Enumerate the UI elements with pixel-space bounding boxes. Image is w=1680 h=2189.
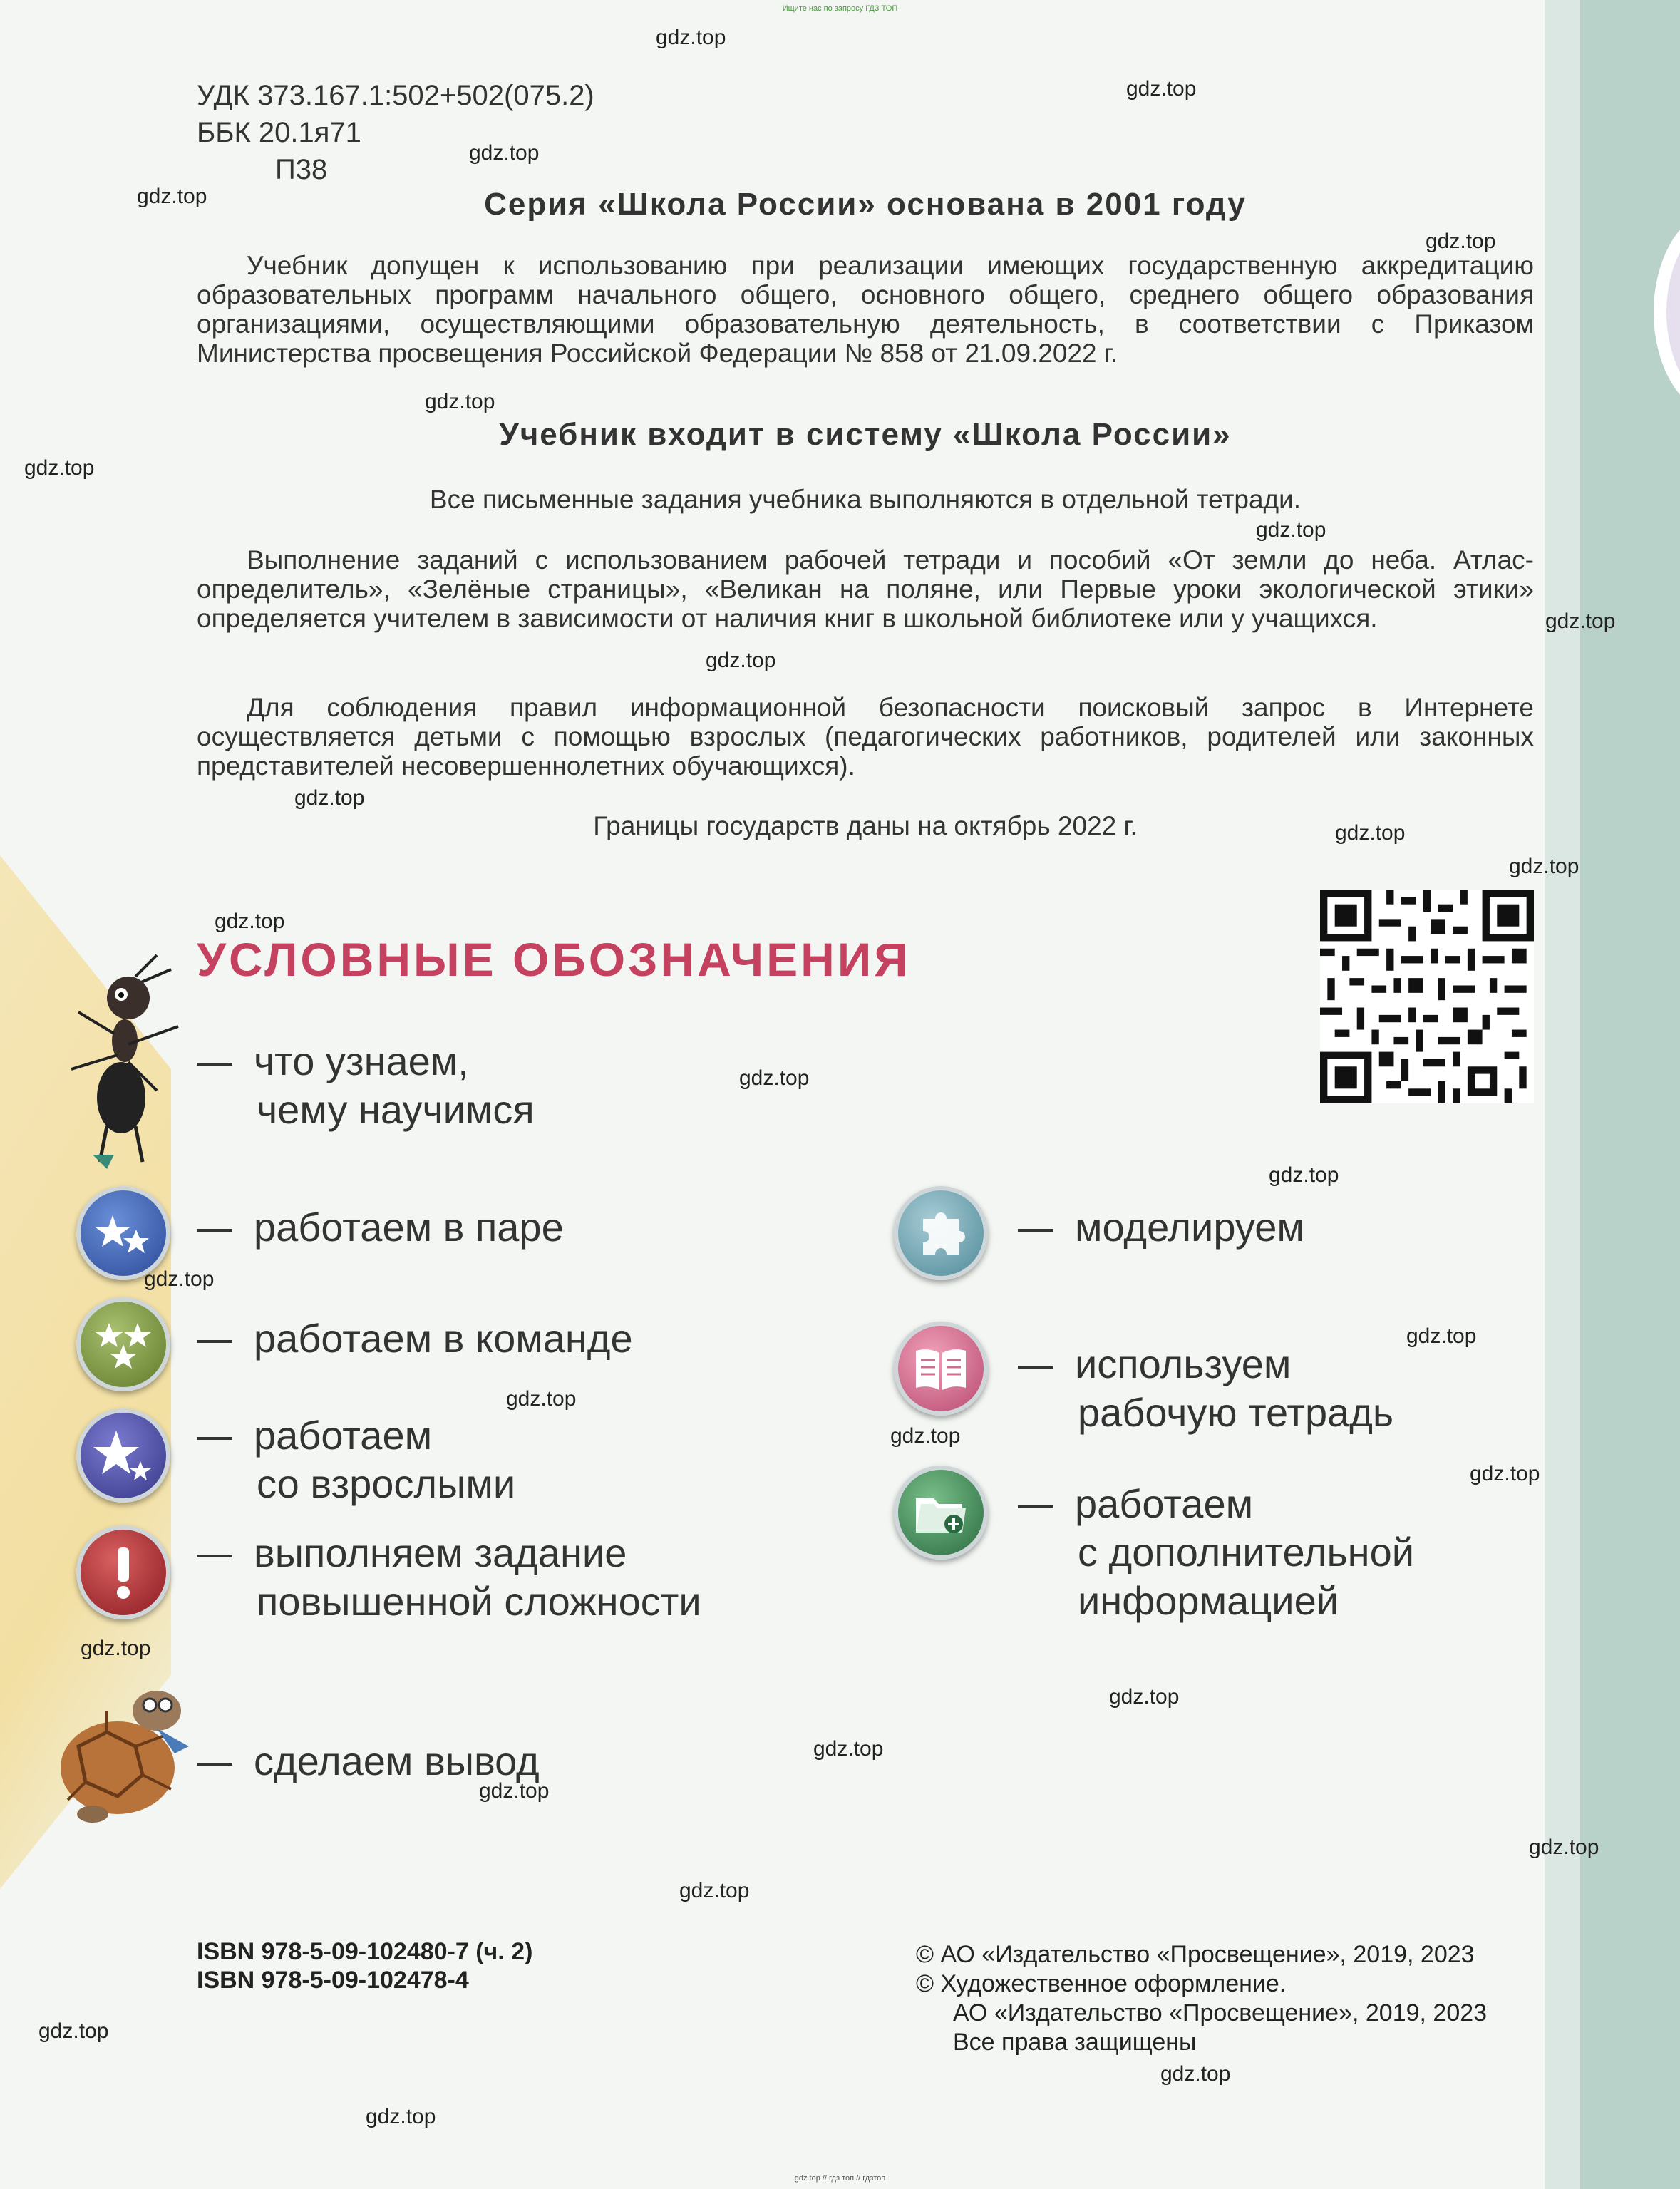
copyright-line: Все права защищены bbox=[953, 2029, 1197, 2056]
dash bbox=[197, 1340, 232, 1343]
watermark[interactable]: gdz.top bbox=[294, 786, 365, 810]
legend-adults-line2: со взрослыми bbox=[257, 1461, 516, 1506]
isbn-line: ISBN 978-5-09-102480-7 (ч. 2) bbox=[197, 1938, 533, 1965]
isbn-line: ISBN 978-5-09-102478-4 bbox=[197, 1967, 469, 1994]
legend-hard-line2: повышенной сложности bbox=[257, 1579, 701, 1624]
legend-workbook-line1: используем bbox=[1075, 1341, 1292, 1386]
dash bbox=[197, 1437, 232, 1440]
legend-hard bbox=[197, 1529, 701, 1626]
top-note: Ищите нас по запросу ГДЗ ТОП bbox=[782, 4, 898, 13]
copyright-line: © Художественное оформление. bbox=[916, 1970, 1287, 1997]
page-edge-light bbox=[1545, 0, 1580, 2189]
legend-extra bbox=[1018, 1480, 1414, 1625]
folder-plus-icon bbox=[894, 1466, 988, 1560]
udk-block bbox=[197, 77, 594, 188]
legend-adults-line1: работаем bbox=[254, 1413, 433, 1458]
watermark[interactable]: gdz.top bbox=[215, 910, 285, 933]
open-book-icon bbox=[894, 1322, 988, 1416]
dash bbox=[197, 1229, 232, 1232]
borders-text: Границы государств даны на октябрь 2022 г. bbox=[593, 811, 1138, 840]
watermark[interactable]: gdz.top bbox=[1509, 855, 1579, 878]
turtle-icon bbox=[50, 1668, 200, 1832]
legend-pair bbox=[197, 1203, 564, 1252]
legend-learn-line2: чему научимся bbox=[257, 1087, 535, 1132]
watermark[interactable]: gdz.top bbox=[137, 185, 207, 208]
series-line: Серия «Школа России» основана в 2001 году bbox=[484, 187, 1247, 222]
watermark[interactable]: gdz.top bbox=[813, 1737, 884, 1761]
legend-extra-line2: с дополнительной bbox=[1078, 1530, 1415, 1575]
watermark[interactable]: gdz.top bbox=[38, 2019, 109, 2043]
watermark[interactable]: gdz.top bbox=[1426, 230, 1496, 253]
udk-line: УДК 373.167.1:502+502(075.2) bbox=[197, 80, 594, 111]
exclamation-icon bbox=[76, 1525, 170, 1619]
legend-model bbox=[1018, 1203, 1304, 1252]
copyright-block bbox=[916, 1940, 1536, 2057]
legend-learn-line1: что узнаем, bbox=[254, 1039, 469, 1083]
legend-title: УСЛОВНЫЕ ОБОЗНАЧЕНИЯ bbox=[197, 933, 911, 986]
watermark[interactable]: gdz.top bbox=[1160, 2062, 1231, 2086]
watermark[interactable]: gdz.top bbox=[1406, 1324, 1477, 1348]
copyright-line: АО «Издательство «Просвещение», 2019, 2023 bbox=[953, 1999, 1488, 2026]
dash bbox=[1018, 1366, 1053, 1369]
ant-icon bbox=[50, 948, 185, 1176]
code-line: П38 bbox=[275, 154, 328, 185]
watermark[interactable]: gdz.top bbox=[469, 141, 540, 165]
workbook-text: Выполнение заданий с использованием рабочей тетради и пособий «От земли до неба. Атлас-определитель», «Зелёные страницы», «Великан на поляне, или Первые уроки экологической этики» определяется учителем в зависимости от наличия книг в школьной библиотеке или у учащихся. bbox=[197, 545, 1534, 633]
system-line: Учебник входит в систему «Школа России» bbox=[499, 417, 1232, 452]
legend-conclusion bbox=[197, 1737, 540, 1786]
two-stars-icon bbox=[76, 1186, 170, 1280]
approval-text: Учебник допущен к использованию при реализации имеющих государственную аккредитацию образовательных программ начального общего, основного общего, среднего общего образования организациями, осуществляющими образовательную деятельность, в соответствии с Приказом Министерства просвещения Российской Федерации № 858 от 21.09.2022 г. bbox=[197, 251, 1534, 368]
watermark[interactable]: gdz.top bbox=[1529, 1835, 1599, 1859]
legend-learn bbox=[197, 1037, 535, 1134]
bbk-line: ББК 20.1я71 bbox=[197, 117, 361, 148]
watermark[interactable]: gdz.top bbox=[144, 1267, 215, 1291]
legend-extra-line1: работаем bbox=[1075, 1481, 1254, 1526]
dash bbox=[197, 1763, 232, 1766]
dash bbox=[197, 1063, 232, 1066]
watermark[interactable]: gdz.top bbox=[479, 1779, 550, 1803]
legend-workbook-line2: рабочую тетрадь bbox=[1078, 1390, 1394, 1435]
watermark[interactable]: gdz.top bbox=[1470, 1462, 1540, 1485]
dash bbox=[1018, 1505, 1053, 1508]
watermark[interactable]: gdz.top bbox=[81, 1637, 151, 1660]
qr-code[interactable] bbox=[1320, 890, 1534, 1103]
watermark[interactable]: gdz.top bbox=[1335, 821, 1406, 845]
watermark[interactable]: gdz.top bbox=[656, 26, 726, 49]
legend-model-label: моделируем bbox=[1075, 1205, 1304, 1250]
big-small-stars-icon bbox=[76, 1408, 170, 1503]
legend-extra-line3: информацией bbox=[1078, 1578, 1339, 1623]
legend-conclusion-label: сделаем вывод bbox=[254, 1739, 540, 1783]
legend-team-label: работаем в команде bbox=[254, 1316, 633, 1361]
puzzle-icon bbox=[894, 1186, 988, 1280]
bottom-note: gdz.top // гдз топ // гдзтоп bbox=[794, 2174, 886, 2183]
three-stars-icon bbox=[76, 1297, 170, 1391]
legend-workbook bbox=[1018, 1340, 1393, 1437]
isbn-block bbox=[197, 1937, 532, 1994]
written-tasks-text: Все письменные задания учебника выполняются в отдельной тетради. bbox=[429, 485, 1302, 514]
dash bbox=[197, 1555, 232, 1557]
watermark[interactable]: gdz.top bbox=[366, 2105, 436, 2128]
safety-text: Для соблюдения правил информационной безопасности поисковый запрос в Интернете осуществляется детьми с помощью взрослых (педагогических работников, родителей или законных представителей несовершеннолетних обучающихся). bbox=[197, 693, 1534, 781]
copyright-line: © АО «Издательство «Просвещение», 2019, 2023 bbox=[916, 1941, 1475, 1968]
watermark[interactable]: gdz.top bbox=[679, 1879, 750, 1902]
watermark[interactable]: gdz.top bbox=[706, 649, 776, 672]
watermark[interactable]: gdz.top bbox=[24, 456, 95, 480]
watermark[interactable]: gdz.top bbox=[739, 1066, 810, 1090]
watermark[interactable]: gdz.top bbox=[1109, 1685, 1180, 1709]
watermark[interactable]: gdz.top bbox=[890, 1424, 961, 1448]
watermark[interactable]: gdz.top bbox=[1545, 609, 1616, 633]
watermark[interactable]: gdz.top bbox=[1269, 1163, 1339, 1187]
legend-adults bbox=[197, 1411, 515, 1508]
watermark[interactable]: gdz.top bbox=[506, 1387, 577, 1411]
legend-team bbox=[197, 1314, 633, 1363]
watermark[interactable]: gdz.top bbox=[1256, 518, 1326, 542]
legend-hard-line1: выполняем задание bbox=[254, 1530, 627, 1575]
watermark[interactable]: gdz.top bbox=[1126, 77, 1197, 101]
legend-pair-label: работаем в паре bbox=[254, 1205, 564, 1250]
watermark[interactable]: gdz.top bbox=[425, 390, 495, 413]
dash bbox=[1018, 1229, 1053, 1232]
